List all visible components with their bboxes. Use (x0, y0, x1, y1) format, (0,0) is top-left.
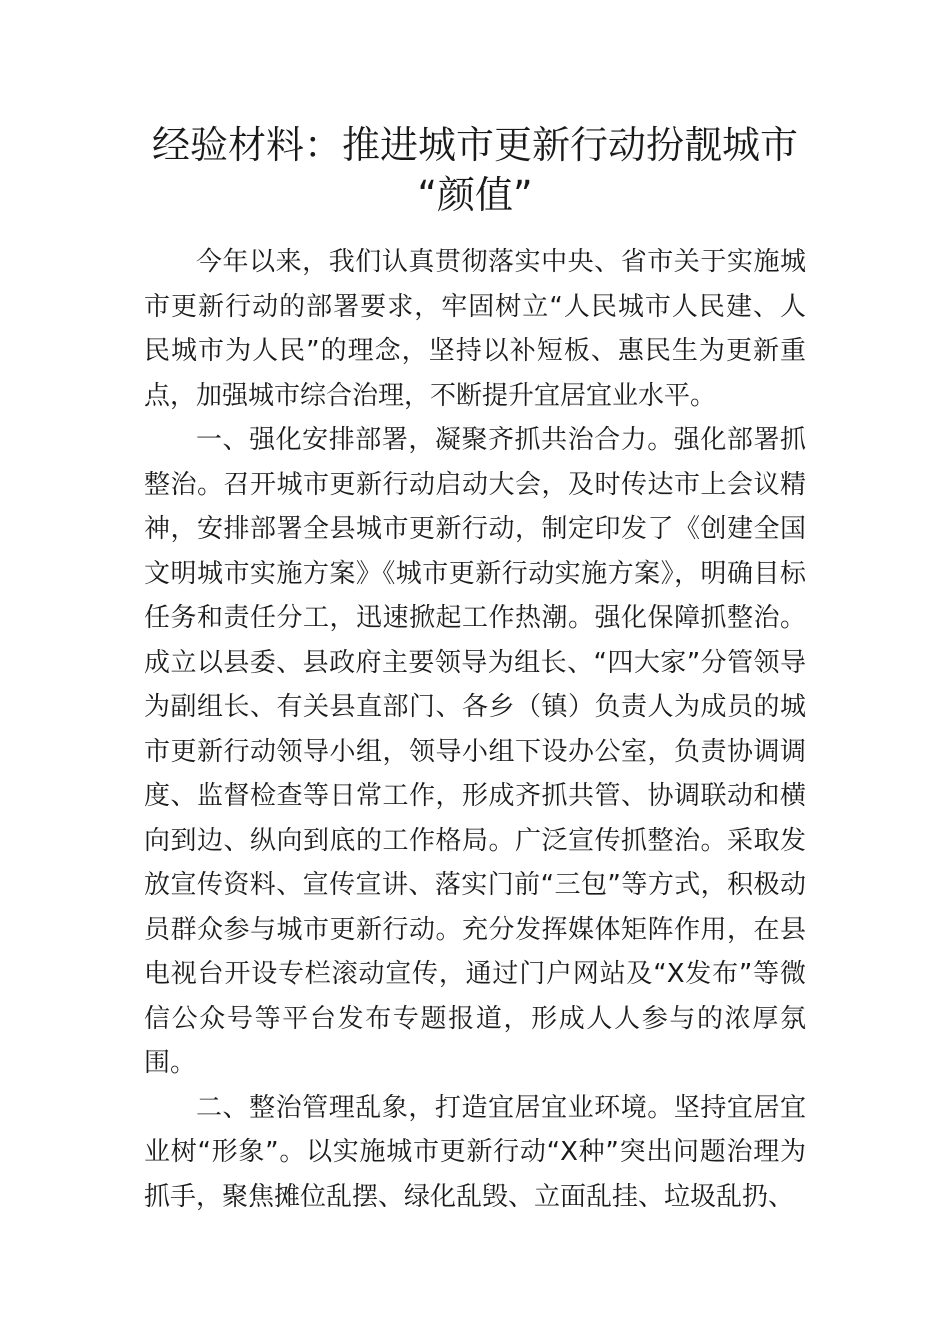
paragraph-section-1: 一、强化安排部署，凝聚齐抓共治合力。强化部署抓整治。召开城市更新行动启动大会，及时传达市上会议精神，安排部署全县城市更新行动，制定印发了《创建全国文明城市实施方案》《城市更新行动实施方案》，明确目标任务和责任分工，迅速掀起工作热潮。强化保障抓整治。成立以县委、县政府主要领导为组长、“四大家”分管领导为副组长、有关县直部门、各乡（镇）负责人为成员的城市更新行动领导小组，领导小组下设办公室，负责协调调度、监督检查等日常工作，形成齐抓共管、协调联动和横向到边、纵向到底的工作格局。广泛宣传抓整治。采取发放宣传资料、宣传宣讲、落实门前“三包”等方式，积极动员群众参与城市更新行动。充分发挥媒体矩阵作用，在县电视台开设专栏滚动宣传，通过门户网站及“X发布”等微信公众号等平台发布专题报道，形成人人参与的浓厚氛围。 (144, 425, 806, 1078)
paragraph-section-2: 二、整治管理乱象，打造宜居宜业环境。坚持宜居宜业树“形象”。以实施城市更新行动“X种”突出问题治理为抓手，聚焦摊位乱摆、绿化乱毁、立面乱挂、垃圾乱扔、 (144, 1092, 806, 1212)
document-body (144, 240, 806, 1219)
title-line-1: 经验材料：推进城市更新行动扮靓城市 (151, 123, 798, 167)
title-line-2: “颜值” (417, 173, 533, 217)
document-title (140, 120, 810, 220)
paragraph-intro: 今年以来，我们认真贯彻落实中央、省市关于实施城市更新行动的部署要求，牢固树立“人民城市人民建、人民城市为人民”的理念，坚持以补短板、惠民生为更新重点，加强城市综合治理，不断提升宜居宜业水平。 (144, 247, 806, 411)
